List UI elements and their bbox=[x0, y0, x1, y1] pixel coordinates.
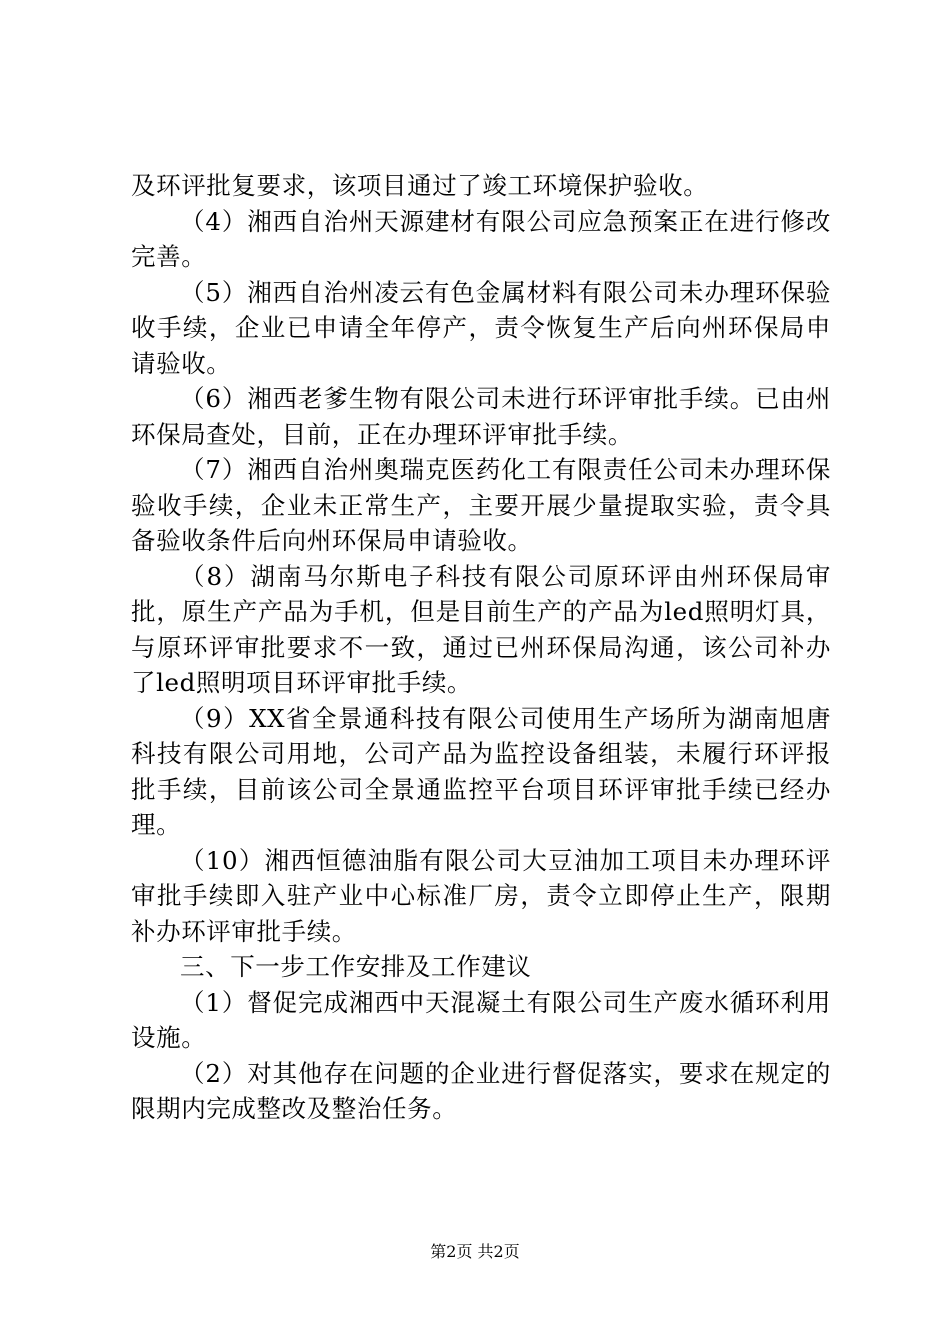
paragraph-6: （8）湖南马尔斯电子科技有限公司原环评由州环保局审批，原生产产品为手机，但是目前生产的产品为led照明灯具，与原环评审批要求不一致，通过已州环保局沟通，该公司补办了led照明项目环评审批手续。 bbox=[131, 561, 831, 697]
paragraph-1: 及环评批复要求，该项目通过了竣工环境保护验收。 bbox=[131, 171, 709, 200]
section-heading: 三、下一步工作安排及工作建议 bbox=[180, 952, 532, 981]
page-number: 第2页 共2页 bbox=[430, 1242, 520, 1261]
paragraph-9: （1）督促完成湘西中天混凝土有限公司生产废水循环利用设施。 bbox=[131, 987, 831, 1052]
paragraph-4: （6）湘西老爹生物有限公司未进行环评审批手续。已由州环保局查处，目前，正在办理环评审批手续。 bbox=[131, 384, 831, 449]
paragraph-2: （4）湘西自治州天源建材有限公司应急预案正在进行修改完善。 bbox=[131, 206, 831, 271]
paragraph-8: （10）湘西恒德油脂有限公司大豆油加工项目未办理环评审批手续即入驻产业中心标准厂房，责令立即停止生产，限期补办环评审批手续。 bbox=[131, 845, 831, 946]
page-footer bbox=[0, 1242, 950, 1262]
paragraph-5: （7）湘西自治州奥瑞克医药化工有限责任公司未办理环保验收手续，企业未正常生产，主要开展少量提取实验，责令具备验收条件后向州环保局申请验收。 bbox=[131, 455, 831, 555]
document-body bbox=[131, 168, 831, 1127]
paragraph-3: （5）湘西自治州凌云有色金属材料有限公司未办理环保验收手续，企业已申请全年停产，责令恢复生产后向州环保局申请验收。 bbox=[131, 277, 831, 378]
paragraph-7: （9）XX省全景通科技有限公司使用生产场所为湖南旭唐科技有限公司用地，公司产品为监控设备组装，未履行环评报批手续，目前该公司全景通监控平台项目环评审批手续已经办理。 bbox=[131, 703, 831, 839]
paragraph-10: （2）对其他存在问题的企业进行督促落实，要求在规定的限期内完成整改及整治任务。 bbox=[131, 1058, 831, 1123]
